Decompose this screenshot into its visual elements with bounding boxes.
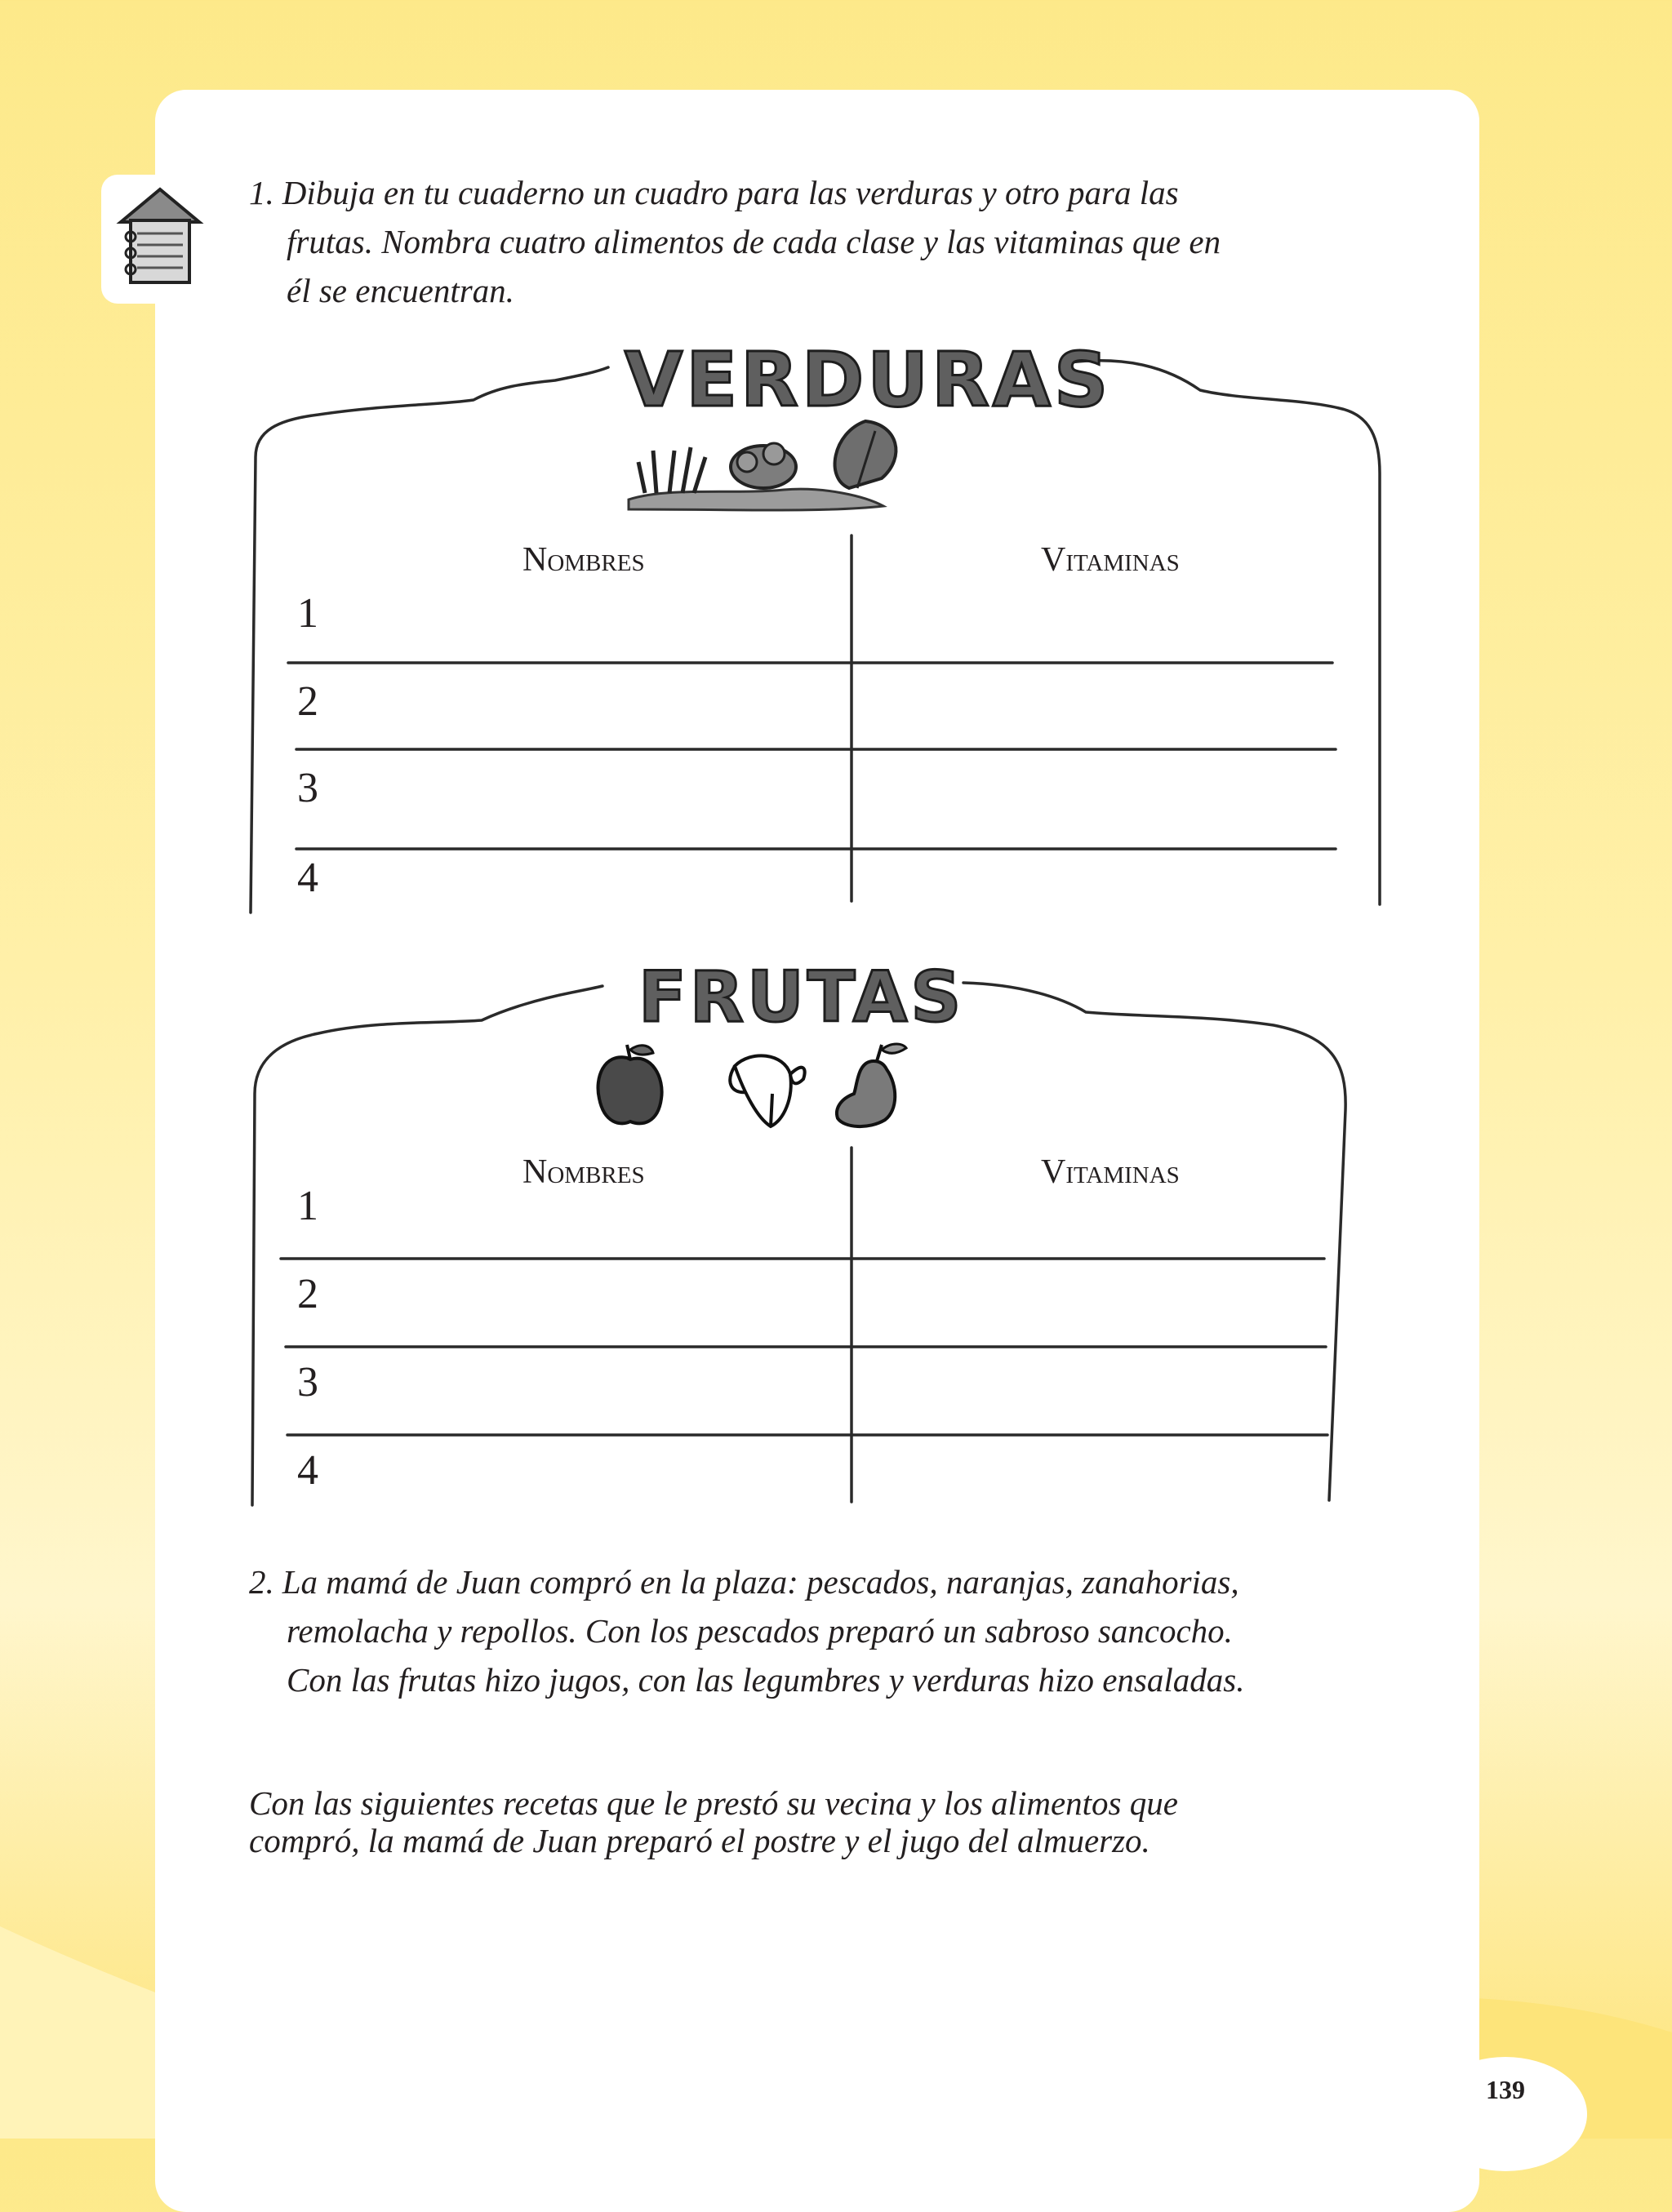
verduras-col-vitamins: Vitaminas [1041,541,1180,579]
apple-icon [598,1045,661,1123]
exercise-number: 2. [249,1563,274,1601]
exercise-2 [249,1557,1384,1704]
exercise-line: remolacha y repollos. Con los pescados preparó un sabroso sancocho. [287,1612,1233,1650]
pear-icon [837,1044,906,1126]
exercise-line: Dibuja en tu cuaderno un cuadro para las verduras y otro para las [282,174,1179,211]
frutas-col-names: Nombres [522,1153,645,1191]
recipe-intro-line: compró, la mamá de Juan preparó el postre y el jugo del almuerzo. [249,1822,1150,1859]
recipe-intro [249,1784,1384,1859]
exercise-line: frutas. Nombra cuatro alimentos de cada clase y las vitaminas que en [287,223,1221,260]
exercise-number: 1. [249,174,274,211]
frutas-row-3: 3 [297,1359,318,1406]
recipe-intro-line: Con las siguientes recetas que le prestó su vecina y los alimentos que [249,1784,1178,1822]
exercise-line: él se encuentran. [287,272,514,309]
verduras-row-4: 4 [297,855,318,901]
verduras-col-names: Nombres [522,541,645,579]
verduras-row-1: 1 [297,590,318,637]
page-number: 139 [1486,2075,1525,2104]
exercise-line: Con las frutas hizo jugos, con las legumbres y verduras hizo ensaladas. [287,1661,1245,1699]
verduras-row-3: 3 [297,765,318,811]
exercise-line: La mamá de Juan compró en la plaza: pescados, naranjas, zanahorias, [282,1563,1239,1601]
verduras-row-2: 2 [297,678,318,725]
verduras-title: VERDURAS [625,336,1112,424]
page-number-badge [1424,2057,1587,2171]
banana-icon [730,1055,804,1126]
frutas-row-4: 4 [297,1447,318,1494]
frutas-col-vitamins: Vitaminas [1041,1153,1180,1191]
frutas-title: FRUTAS [638,957,965,1038]
frutas-row-1: 1 [297,1183,318,1229]
frutas-row-2: 2 [297,1271,318,1317]
